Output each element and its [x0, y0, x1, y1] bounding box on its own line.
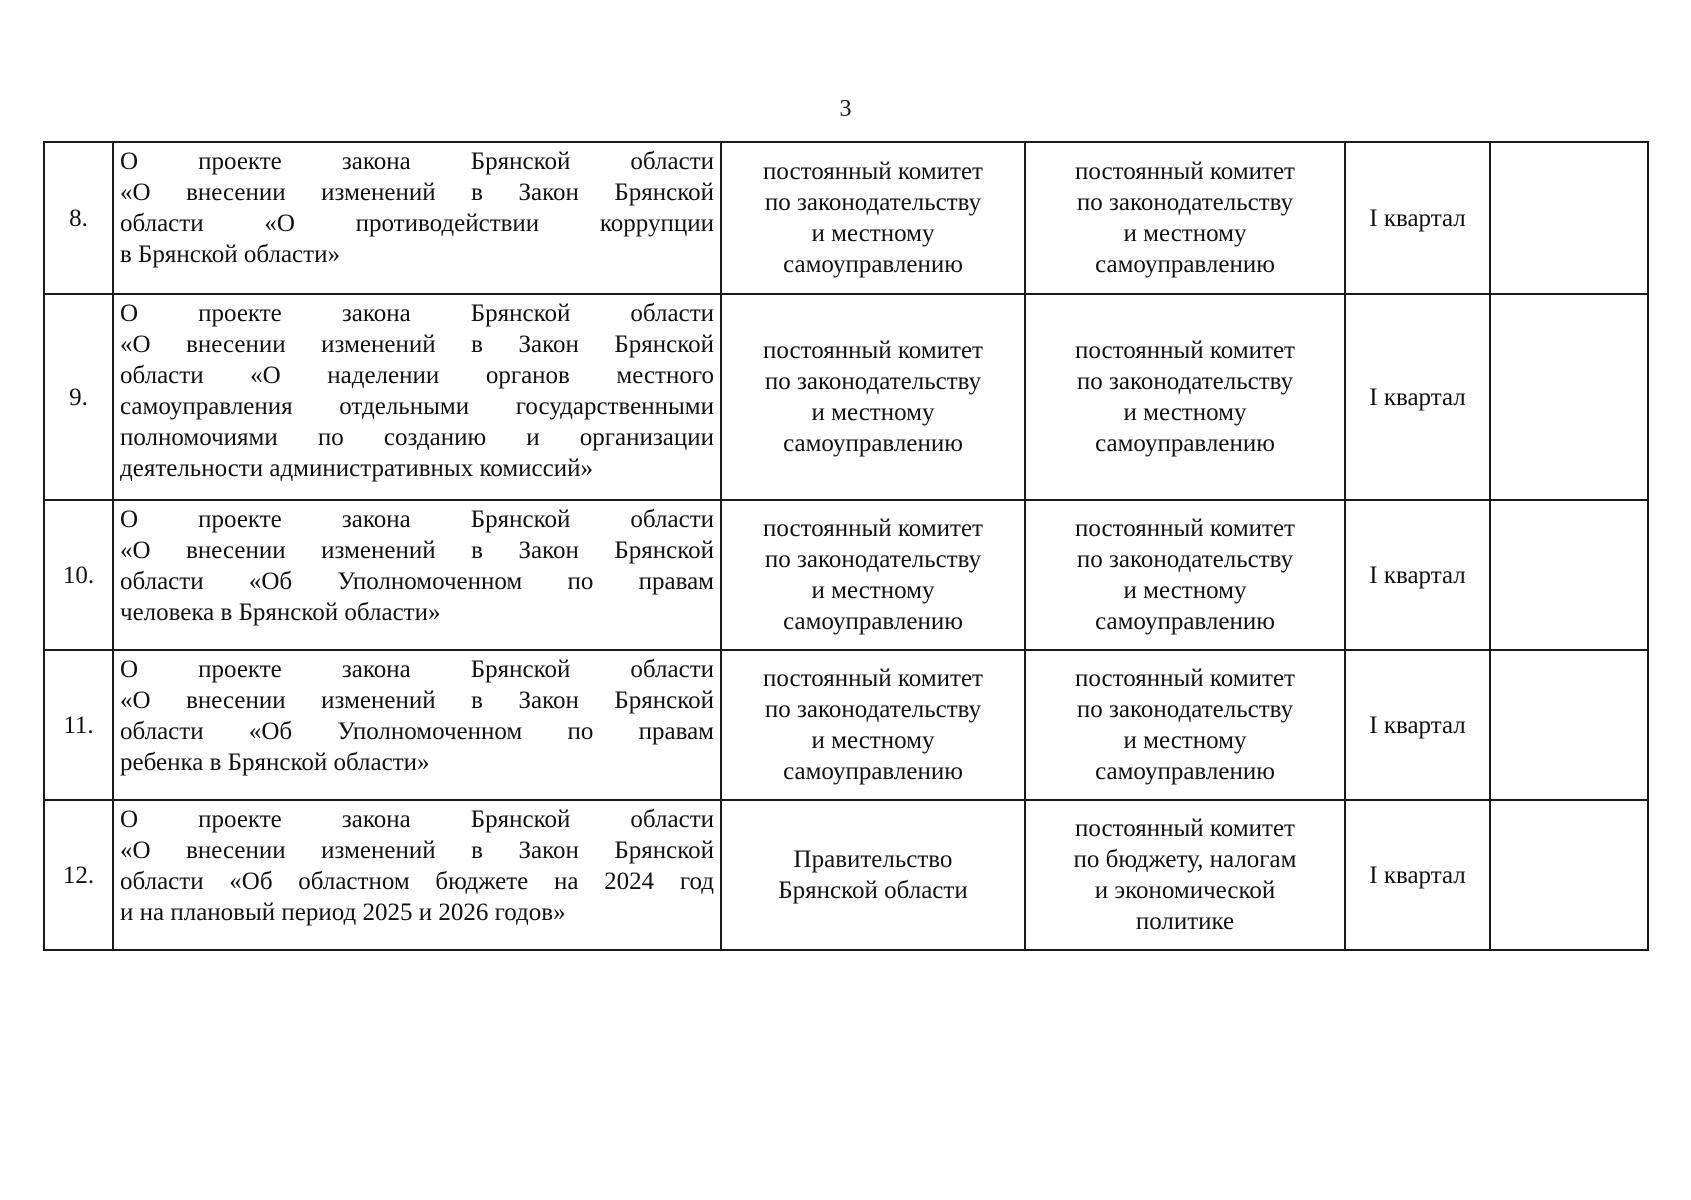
responsible-line: по законодательству: [1076, 368, 1294, 395]
table-row: [44, 294, 1648, 500]
term-cell: I квартал: [1345, 142, 1490, 294]
initiator-line: Правительство: [793, 846, 953, 873]
responsible-line: самоуправлению: [1095, 251, 1275, 278]
title-line: человека в Брянской области»: [120, 599, 441, 626]
title-line: О проекте закона Брянской области: [120, 506, 714, 533]
title-line: О проекте закона Брянской области: [120, 656, 714, 683]
initiator-line: и местному: [811, 727, 935, 754]
title-line: области «О противодействии коррупции: [120, 210, 714, 237]
initiator-cell: [721, 142, 1025, 294]
title-line: области «Об Уполномоченном по правам: [120, 568, 714, 595]
note-cell: [1490, 800, 1648, 950]
title-line: и на плановый период 2025 и 2026 годов»: [120, 899, 566, 926]
title-line: «О внесении изменений в Закон Брянской: [120, 537, 714, 564]
initiator-line: по законодательству: [764, 696, 982, 723]
plan-table-body: [44, 142, 1648, 950]
row-number: 8.: [44, 142, 113, 294]
page-number: 3: [839, 96, 852, 122]
title-line: ребенка в Брянской области»: [120, 749, 430, 776]
row-title-cell: [113, 500, 721, 650]
responsible-line: постоянный комитет: [1075, 665, 1295, 692]
initiator-cell: [721, 294, 1025, 500]
initiator-line: по законодательству: [764, 189, 982, 216]
term-cell: I квартал: [1345, 650, 1490, 800]
responsible-cell: [1025, 294, 1345, 500]
initiator-line: Брянской области: [778, 877, 968, 904]
initiator-line: самоуправлению: [783, 251, 963, 278]
title-line: «О внесении изменений в Закон Брянской: [120, 837, 714, 864]
title-line: самоуправления отдельными государственными: [120, 393, 714, 420]
responsible-line: и местному: [1123, 727, 1247, 754]
responsible-line: постоянный комитет: [1075, 815, 1295, 842]
initiator-line: постоянный комитет: [763, 337, 983, 364]
title-line: деятельности административных комиссий»: [120, 455, 593, 482]
responsible-line: постоянный комитет: [1075, 158, 1295, 185]
initiator-cell: [721, 500, 1025, 650]
initiator-line: постоянный комитет: [763, 158, 983, 185]
term-cell: I квартал: [1345, 500, 1490, 650]
responsible-line: по законодательству: [1076, 696, 1294, 723]
table-row: [44, 800, 1648, 950]
title-line: области «Об областном бюджете на 2024 год: [120, 868, 714, 895]
responsible-line: постоянный комитет: [1075, 337, 1295, 364]
responsible-cell: [1025, 142, 1345, 294]
responsible-line: самоуправлению: [1095, 430, 1275, 457]
responsible-cell: [1025, 650, 1345, 800]
row-number: 11.: [44, 650, 113, 800]
row-title-cell: [113, 294, 721, 500]
initiator-line: и местному: [811, 220, 935, 247]
initiator-line: и местному: [811, 399, 935, 426]
responsible-line: и экономической: [1094, 877, 1276, 904]
row-title-cell: [113, 142, 721, 294]
title-line: О проекте закона Брянской области: [120, 148, 714, 175]
row-number: 12.: [44, 800, 113, 950]
responsible-line: и местному: [1123, 577, 1247, 604]
title-line: «О внесении изменений в Закон Брянской: [120, 179, 714, 206]
title-line: области «О наделении органов местного: [120, 362, 714, 389]
initiator-line: по законодательству: [764, 546, 982, 573]
table-row: [44, 142, 1648, 294]
initiator-line: самоуправлению: [783, 758, 963, 785]
note-cell: [1490, 142, 1648, 294]
title-line: «О внесении изменений в Закон Брянской: [120, 687, 714, 714]
title-line: полномочиями по созданию и организации: [120, 424, 714, 451]
row-number: 9.: [44, 294, 113, 500]
responsible-line: по бюджету, налогам: [1073, 846, 1297, 873]
responsible-cell: [1025, 800, 1345, 950]
initiator-line: и местному: [811, 577, 935, 604]
initiator-line: постоянный комитет: [763, 515, 983, 542]
table-row: [44, 500, 1648, 650]
term-cell: I квартал: [1345, 800, 1490, 950]
title-line: О проекте закона Брянской области: [120, 300, 714, 327]
row-number: 10.: [44, 500, 113, 650]
responsible-line: по законодательству: [1076, 189, 1294, 216]
title-line: «О внесении изменений в Закон Брянской: [120, 331, 714, 358]
initiator-cell: [721, 650, 1025, 800]
title-line: в Брянской области»: [120, 241, 340, 268]
row-title-cell: [113, 800, 721, 950]
initiator-line: постоянный комитет: [763, 665, 983, 692]
responsible-line: и местному: [1123, 220, 1247, 247]
responsible-line: постоянный комитет: [1075, 515, 1295, 542]
table-row: [44, 650, 1648, 800]
initiator-line: самоуправлению: [783, 608, 963, 635]
title-line: области «Об Уполномоченном по правам: [120, 718, 714, 745]
row-title-cell: [113, 650, 721, 800]
responsible-line: самоуправлению: [1095, 608, 1275, 635]
responsible-cell: [1025, 500, 1345, 650]
initiator-line: по законодательству: [764, 368, 982, 395]
note-cell: [1490, 500, 1648, 650]
note-cell: [1490, 650, 1648, 800]
responsible-line: по законодательству: [1076, 546, 1294, 573]
term-cell: I квартал: [1345, 294, 1490, 500]
note-cell: [1490, 294, 1648, 500]
initiator-cell: [721, 800, 1025, 950]
initiator-line: самоуправлению: [783, 430, 963, 457]
responsible-line: и местному: [1123, 399, 1247, 426]
responsible-line: самоуправлению: [1095, 758, 1275, 785]
title-line: О проекте закона Брянской области: [120, 806, 714, 833]
plan-table: [43, 141, 1649, 951]
responsible-line: политике: [1135, 908, 1235, 935]
